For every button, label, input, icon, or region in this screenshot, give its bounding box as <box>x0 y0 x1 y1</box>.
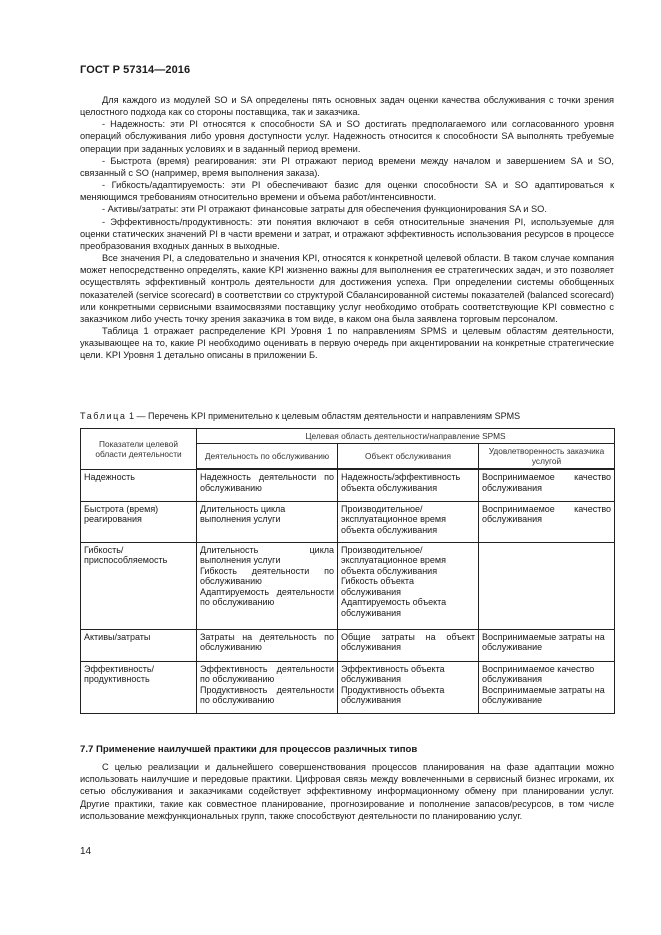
section-text <box>80 761 614 822</box>
paragraph: - Надежность: эти PI относятся к способности SA и SO достигать предполагаемого или согласованного уровня операций обслуживания либо уровня доступности услуг. Надежность относится к способности SA выполнять требуемые операции при заданных условиях и в заданный период времени. <box>80 119 614 154</box>
table-cell: Производительное/эксплуатационное время объекта обслуживания <box>338 501 479 542</box>
paragraph: - Быстрота (время) реагирования: эти PI отражают период времени между началом и завершением SA и SO, связанный с SO (например, время выполнения заказа). <box>80 155 614 178</box>
table-cell: Надежность деятельности по обслуживанию <box>197 469 338 501</box>
table-cell: Длительность цикла выполнения услуги Гибкость деятельности по обслуживанию Адаптируемость деятельности по обслуживанию <box>197 542 338 629</box>
table-cell <box>479 542 615 629</box>
table-cell: Воспринимаемое качество обслуживания <box>479 501 615 542</box>
table-cell: Эффективность объекта обслуживания Продуктивность объекта обслуживания <box>338 661 479 713</box>
paragraph: - Активы/затраты: эти PI отражают финансовые затраты для обеспечения функционирования SA и SO. <box>102 204 547 215</box>
row-label: Эффективность/ продуктивность <box>81 661 197 713</box>
group-header: Целевая область деятельности/направление SPMS <box>197 429 615 444</box>
row-header: Показатели целевой области деятельности <box>81 429 197 470</box>
paragraph: - Гибкость/адаптируемость: эти PI обеспечивают базис для оценки способности SA и SO адаптироваться к меняющимся требованиям относительно времени и объема работ/интенсивности. <box>80 180 614 203</box>
table-cell: Общие затраты на объект обслуживания <box>338 629 479 661</box>
paragraph: Все значения PI, а следовательно и значения KPI, относятся к конкретной целевой области. В таком случае компания может непосредственно определять, какие KPI жизненно важны для выполнения ее стратегических задач, и это позволяет осуществлять эффективный контроль деятельности для достижения успеха. При определении системы обобщенных показателей (service scorecard) в соответствии со структурой Сбалансированной системы показателей (balanced scorecard) или конкретными сервисными взаимосвязями поставщику услуг необходимо отобрать соответствующие KPI совместно с заказчиком либо учесть точку зрения заказчика в том виде, в каком она была заявлена торговым персоналом. <box>80 253 614 324</box>
row-label: Гибкость/ приспособляемость <box>81 542 197 629</box>
row-label: Активы/затраты <box>81 629 197 661</box>
table-cell: Воспринимаемое качество обслуживания <box>479 469 615 501</box>
table-cell: Надежность/эффективность объекта обслуживания <box>338 469 479 501</box>
section-title: 7.7 Применение наилучшей практики для процессов различных типов <box>80 744 418 755</box>
table-cell: Эффективность деятельности по обслуживанию Продуктивность деятельности по обслуживанию <box>197 661 338 713</box>
table-caption-label: Таблица <box>80 411 127 421</box>
row-label: Надежность <box>81 469 197 501</box>
table-cell: Воспринимаемое качество обслуживания Воспринимаемые затраты на обслуживание <box>479 661 615 713</box>
column-header: Удовлетворенность заказчика услугой <box>479 444 615 470</box>
paragraph: Для каждого из модулей SO и SA определены пять основных задач оценки качества обслуживания с точки зрения целостного подхода как со стороны поставщика, так и заказчика. <box>80 95 614 118</box>
document-code: ГОСТ Р 57314—2016 <box>80 64 191 76</box>
body-text <box>80 94 614 361</box>
table-caption <box>80 410 614 422</box>
table-caption-text: 1 — Перечень KPI применительно к целевым областям деятельности и направлениям SPMS <box>129 411 521 421</box>
table-cell: Производительное/эксплуатационное время объекта обслуживания Гибкость объекта обслуживания Адаптируемость объекта обслуживания <box>338 542 479 629</box>
table-cell: Длительность цикла выполнения услуги <box>197 501 338 542</box>
table-row <box>81 542 615 629</box>
column-header: Объект обслуживания <box>338 444 479 470</box>
kpi-table <box>80 428 615 714</box>
paragraph: С целью реализации и дальнейшего совершенствования процессов планирования на фазе адаптации можно использовать наилучшие и передовые практики. Цифровая связь между вовлеченными в сервисный бизнес игроками, их сетью обслуживания и заказчиками содействует эффективному информационному обмену при планировании услуг. Другие практики, такие как совместное планирование, прогнозирование и пополнение запасов/ресурсов, в том числе использование межфункциональных групп, также способствуют деятельности по планированию услуг. <box>80 762 614 821</box>
paragraph: Таблица 1 отражает распределение KPI Уровня 1 по направлениям SPMS и целевым областям деятельности, указывающее на то, какие PI необходимо оценивать в первую очередь при акцентировании на конкретные стратегические цели. KPI Уровня 1 детально описаны в приложении Б. <box>80 325 614 361</box>
paragraph: - Эффективность/продуктивность: эти понятия включают в себя относительные значения PI, используемые для оценки статических значений PI в части времени и затрат, и отражают эффективность использования ресурсов в процессе преобразования входных данных в выходные. <box>80 216 614 251</box>
table-cell: Воспринимаемые затраты на обслуживание <box>479 629 615 661</box>
table-cell: Затраты на деятельность по обслуживанию <box>197 629 338 661</box>
table-row <box>81 661 615 713</box>
table-row <box>81 469 615 501</box>
column-header: Деятельность по обслуживанию <box>197 444 338 470</box>
table-row <box>81 629 615 661</box>
table-row <box>81 501 615 542</box>
row-label: Быстрота (время) реагирования <box>81 501 197 542</box>
page-number: 14 <box>80 846 92 857</box>
